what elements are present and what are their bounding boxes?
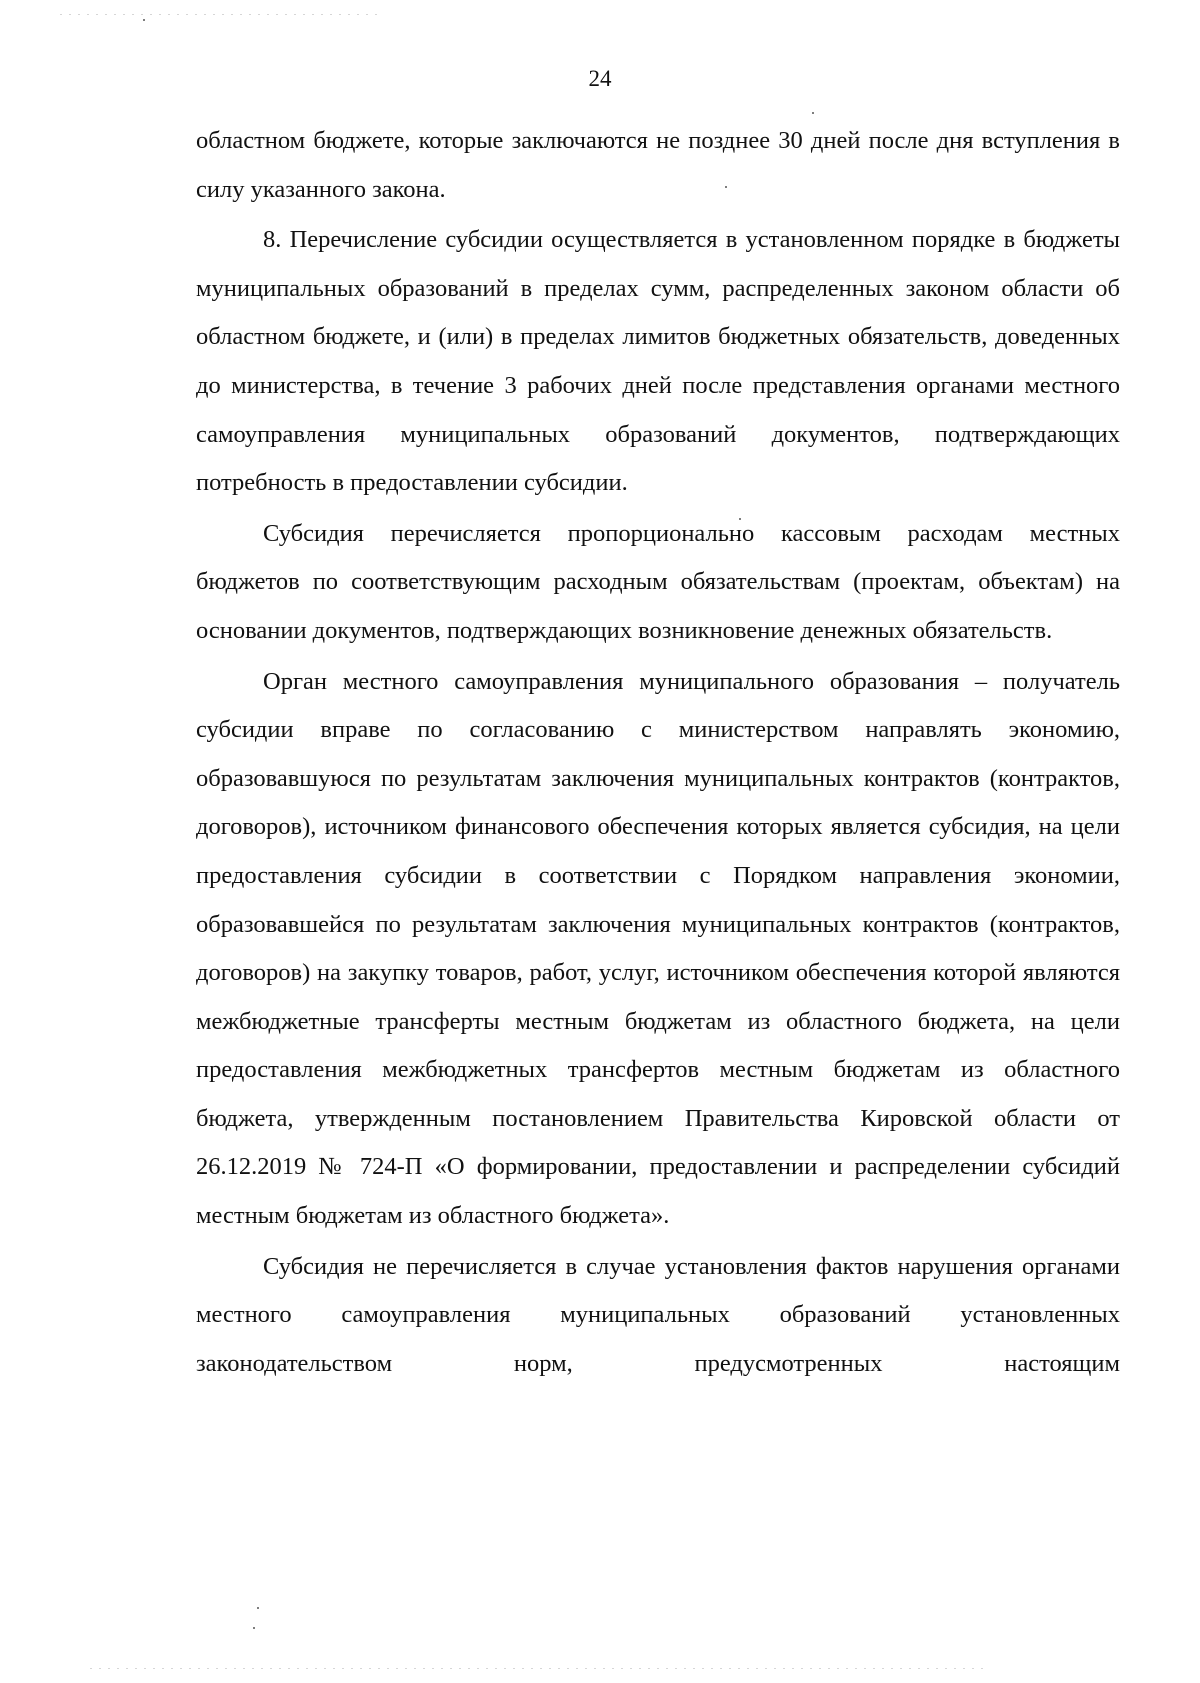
- scan-noise-top: [60, 14, 380, 15]
- page-number: 24: [588, 66, 612, 91]
- scan-speck: [257, 1607, 259, 1609]
- paragraph-item-8: 8. Перечисление субсидии осуществляется в установленном порядке в бюджеты муниципальных образований в пределах сумм, распределенных законом области об областном бюджете, и (или) в пределах лимитов бюджетных обязательств, доведенных до министерства, в течение 3 рабочих дней после представления органами местного самоуправления муниципальных образований документов, подтверждающих потребность в предоставлении субсидии.: [196, 226, 1120, 497]
- scan-speck: [812, 112, 814, 114]
- scan-speck: [143, 19, 145, 21]
- paragraph-savings-direction: Орган местного самоуправления муниципального образования – получатель субсидии вправе по согласованию с министерством направлять экономию, образовавшуюся по результатам заключения муниципальных контрактов (контрактов, договоров), источником финансового обеспечения которых является субсидия, на цели предоставления субсидии в соответствии с Порядком направления экономии, образовавшейся по результатам заключения муниципальных контрактов (контрактов, договоров) на закупку товаров, работ, услуг, источником обеспечения которой являются межбюджетные трансферты местным бюджетам из областного бюджета, на цели предоставления межбюджетных трансфертов местным бюджетам из областного бюджета, утвержденным постановлением Правительства Кировской области от 26.12.2019 № 724-П «О формировании, предоставлении и распределении субсидий местным бюджетам из областного бюджета».: [196, 667, 1120, 1230]
- paragraph-continuation: областном бюджете, которые заключаются не позднее 30 дней после дня вступления в силу указанного закона.: [196, 127, 1120, 203]
- document-body: [196, 117, 1120, 1390]
- scan-speck: [253, 1627, 255, 1629]
- paragraph-non-transfer: Субсидия не перечисляется в случае установления фактов нарушения органами местного самоуправления муниципальных образований установленных законодательством норм, предусмотренных настоящим: [196, 1252, 1120, 1377]
- scan-speck: [725, 186, 727, 188]
- scan-noise-bottom: [90, 1668, 990, 1669]
- paragraph-subsidy-transfer: Субсидия перечисляется пропорционально кассовым расходам местных бюджетов по соответствующим расходным обязательствам (проектам, объектам) на основании документов, подтверждающих возникновение денежных обязательств.: [196, 519, 1120, 644]
- scan-speck: [739, 518, 741, 520]
